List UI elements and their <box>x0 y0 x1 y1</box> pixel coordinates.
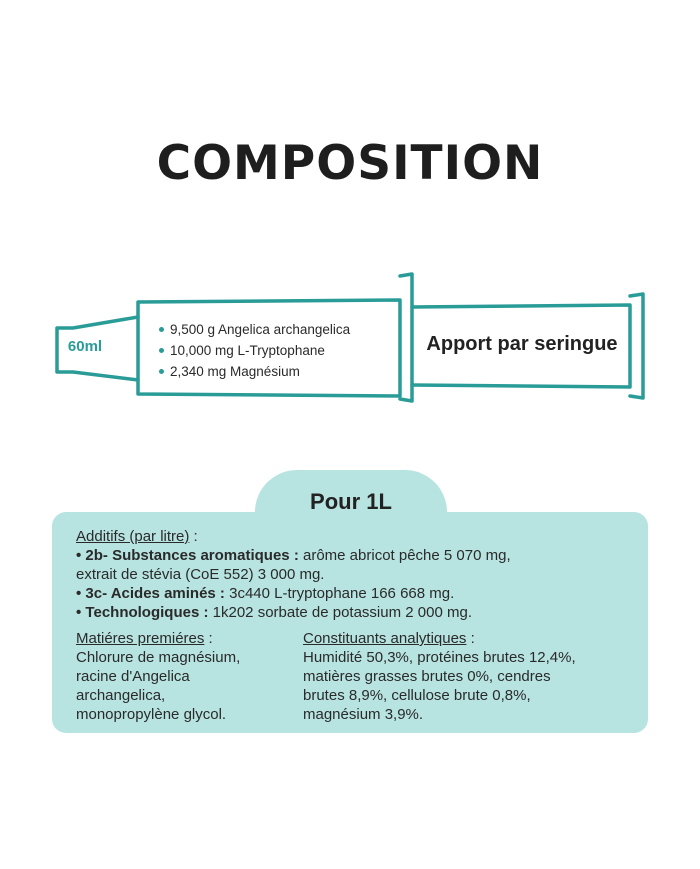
list-item: 9,500 g Angelica archangelica <box>158 319 350 340</box>
analytical-line: magnésium 3,9%. <box>303 706 424 723</box>
additive-item-amino-acids: • 3c- Acides aminés : 3c440 L-tryptophane 166 668 mg. <box>76 585 455 602</box>
raw-materials-line: Chlorure de magnésium, <box>76 649 241 666</box>
raw-materials-line: archangelica, <box>76 687 166 704</box>
additive-item-aromatic: • 2b- Substances aromatiques : arôme abricot pêche 5 070 mg, <box>76 547 511 564</box>
ingredient-list <box>158 319 350 382</box>
syringe-flange <box>400 274 412 401</box>
list-item: 2,340 mg Magnésium <box>158 361 350 382</box>
syringe-volume-label: 60ml <box>67 338 103 355</box>
list-item: 10,000 mg L-Tryptophane <box>158 340 350 361</box>
analytical-heading: Constituants analytiques : <box>303 630 475 647</box>
additive-item-technological: • Technologiques : 1k202 sorbate de potassium 2 000 mg. <box>76 604 472 621</box>
analytical-line: brutes 8,9%, cellulose brute 0,8%, <box>303 687 531 704</box>
raw-materials-section <box>76 629 296 724</box>
raw-materials-line: monopropylène glycol. <box>76 706 227 723</box>
additives-heading: Additifs (par litre) : <box>76 528 198 545</box>
analytical-section <box>303 629 633 724</box>
analytical-line: matières grasses brutes 0%, cendres <box>303 668 551 685</box>
syringe-dose-label: Apport par seringue <box>426 333 618 355</box>
panel-title: Pour 1L <box>310 489 392 514</box>
additive-item-aromatic-cont: extrait de stévia (CoE 552) 3 000 mg. <box>76 566 325 583</box>
analytical-line: Humidité 50,3%, protéines brutes 12,4%, <box>303 649 576 666</box>
page-title: COMPOSITION <box>156 136 544 191</box>
additives-section <box>76 527 636 622</box>
raw-materials-line: racine d'Angelica <box>76 668 190 685</box>
raw-materials-heading: Matiéres premiéres : <box>76 630 213 647</box>
